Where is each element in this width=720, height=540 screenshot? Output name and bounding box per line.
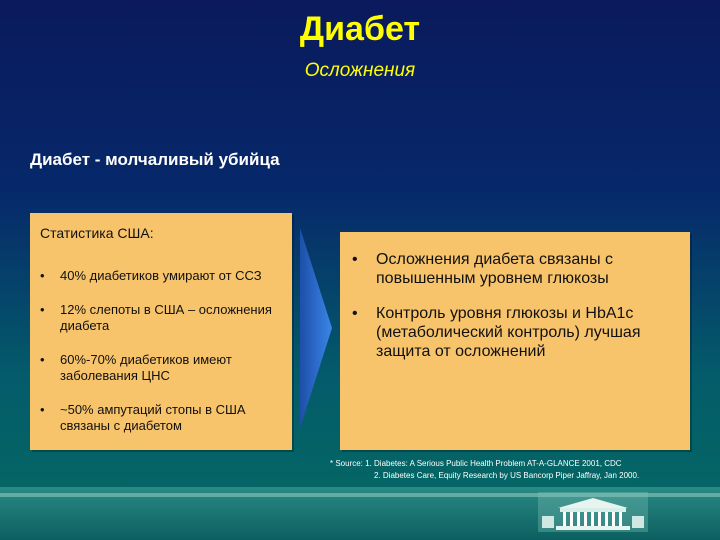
list-item-text: 60%-70% диабетиков имеют заболевания ЦНС xyxy=(60,352,232,383)
statistics-heading: Статистика США: xyxy=(40,225,154,241)
bullet-icon: • xyxy=(352,251,358,268)
bullet-icon: • xyxy=(40,402,45,417)
bullet-icon: • xyxy=(352,305,358,322)
list-item-text: 12% слепоты в США – осложнения диабета xyxy=(60,302,272,333)
right-chevron-arrow-icon xyxy=(298,228,334,454)
footnote-line-1: * Source: 1. Diabetes: A Serious Public Health Problem AT-A-GLANCE 2001, CDC xyxy=(330,459,622,468)
list-item-text: Контроль уровня глюкозы и HbA1c (метаболический контроль) лучшая защита от осложнений xyxy=(376,305,641,360)
list-item xyxy=(40,352,290,384)
bullet-icon: • xyxy=(40,268,45,283)
source-footnote xyxy=(330,458,715,482)
list-item-text: Осложнения диабета связаны с повышенным уровнем глюкозы xyxy=(376,251,614,287)
bullet-icon: • xyxy=(40,352,45,367)
list-item xyxy=(350,250,685,288)
list-item-text: 40% диабетиков умирают от ССЗ xyxy=(60,268,262,283)
list-item xyxy=(350,304,685,361)
list-item xyxy=(40,302,290,334)
slide-headline: Диабет - молчаливый убийца xyxy=(30,150,280,169)
bullet-icon: • xyxy=(40,302,45,317)
building-logo-icon xyxy=(538,492,648,532)
footnote-line-2: 2. Diabetes Care, Equity Research by US Bancorp Piper Jaffray, Jan 2000. xyxy=(374,471,640,480)
slide-subtitle: Осложнения xyxy=(304,60,416,81)
list-item xyxy=(40,268,290,284)
statistics-list xyxy=(40,268,290,452)
list-item-text: ~50% ампутаций стопы в США связаны с диабетом xyxy=(60,402,246,433)
arrow-shape xyxy=(300,228,332,428)
conclusions-list xyxy=(350,250,685,377)
conclusions-panel xyxy=(340,232,690,450)
slide-title: Диабет xyxy=(299,10,421,48)
list-item xyxy=(40,402,290,434)
statistics-panel xyxy=(30,213,292,450)
